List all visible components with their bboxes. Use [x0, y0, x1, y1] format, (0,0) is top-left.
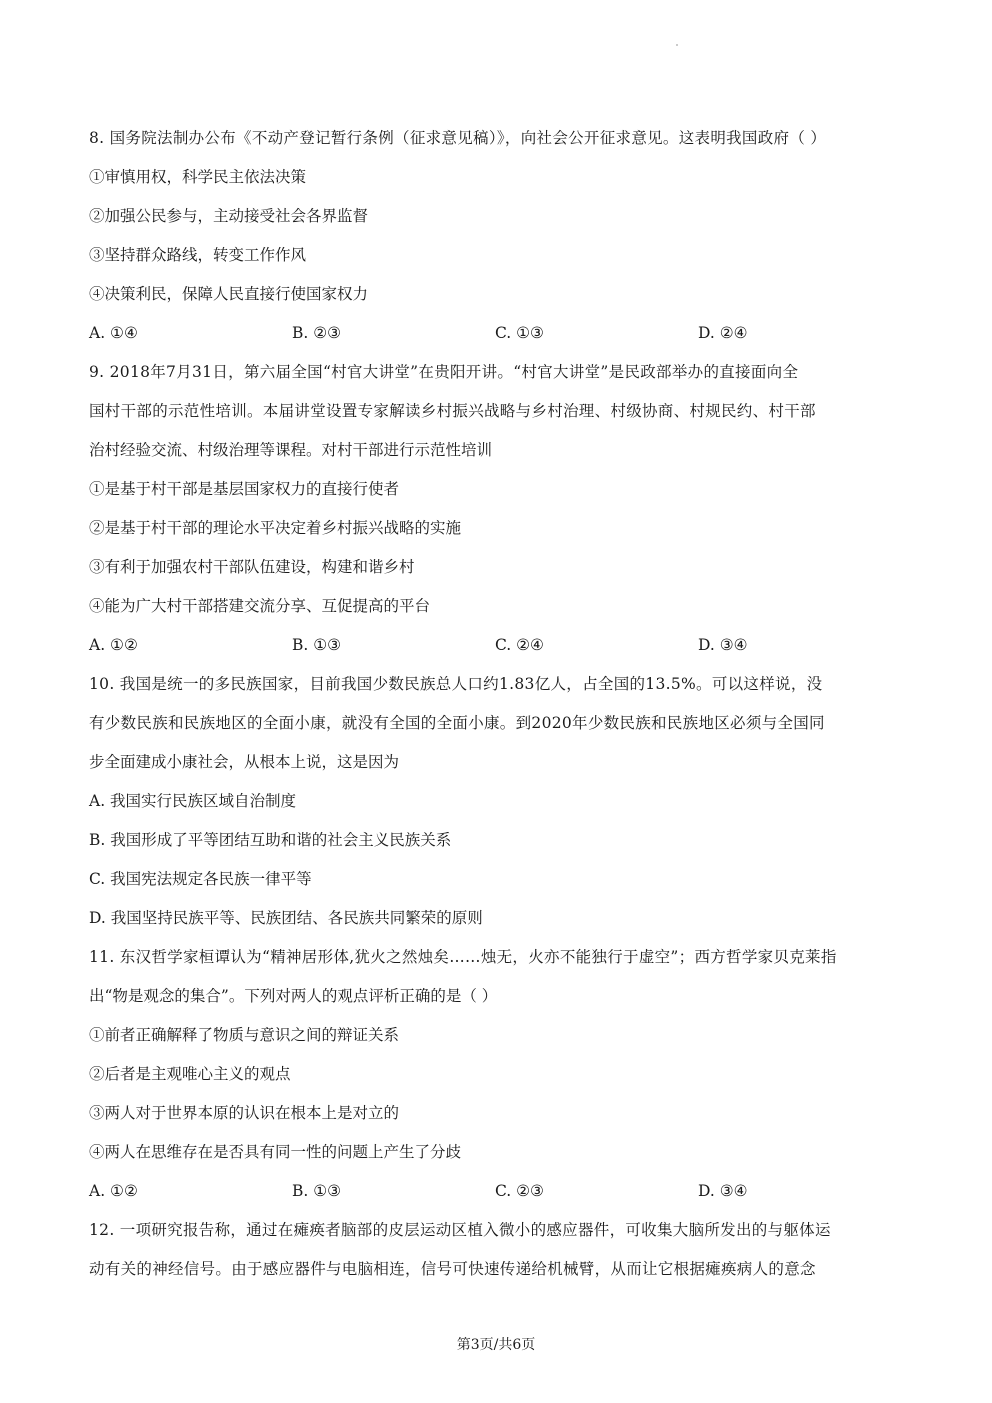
q8-stem: 8. 国务院法制办公布《不动产登记暂行条例（征求意见稿）》，向社会公开征求意见。这表明我国政府（ ）	[89, 129, 827, 147]
q12-stem-line-1: 12. 一项研究报告称，通过在瘫痪者脑部的皮层运动区植入微小的感应器件，可收集大脑所发出的与躯体运	[89, 1221, 831, 1239]
page-footer: 第3页/共6页	[456, 1337, 536, 1353]
q11-item-3: ③两人对于世界本原的认识在根本上是对立的	[89, 1104, 400, 1122]
q11-item-4: ④两人在思维存在是否具有同一性的问题上产生了分歧	[89, 1143, 462, 1161]
q11-item-2: ②后者是主观唯心主义的观点	[89, 1065, 291, 1083]
q9-stem-line-2: 国村干部的示范性培训。本届讲堂设置专家解读乡村振兴战略与乡村治理、村级协商、村规民约、村干部	[89, 402, 816, 420]
q11-option-a: A. ①②	[89, 1182, 138, 1200]
q10-stem-line-3: 步全面建成小康社会，从根本上说，这是因为	[89, 753, 400, 771]
q11-option-b: B. ①③	[292, 1182, 342, 1200]
q9-item-4: ④能为广大村干部搭建交流分享、互促提高的平台	[89, 597, 431, 615]
scan-speck	[676, 44, 678, 46]
q9-item-2: ②是基于村干部的理论水平决定着乡村振兴战略的实施	[89, 519, 462, 537]
q10-stem-line-2: 有少数民族和民族地区的全面小康，就没有全国的全面小康。到2020年少数民族和民族地区必须与全国同	[89, 714, 825, 732]
q10-option-c: C. 我国宪法规定各民族一律平等	[89, 870, 312, 888]
q9-stem-line-3: 治村经验交流、村级治理等课程。对村干部进行示范性培训	[89, 441, 493, 459]
q10-option-a: A. 我国实行民族区域自治制度	[89, 792, 297, 810]
q11-stem-line-1: 11. 东汉哲学家桓谭认为“精神居形体,犹火之然烛矣……烛无，火亦不能独行于虚空”；西方哲学家贝克莱指	[89, 948, 837, 966]
q11-item-1: ①前者正确解释了物质与意识之间的辩证关系	[89, 1026, 400, 1044]
q9-item-1: ①是基于村干部是基层国家权力的直接行使者	[89, 480, 400, 498]
q9-stem-line-1: 9. 2018年7月31日，第六届全国“村官大讲堂”在贵阳开讲。“村官大讲堂”是民政部举办的直接面向全	[89, 363, 799, 381]
q8-option-b: B. ②③	[292, 324, 342, 342]
q11-stem-line-2: 出“物是观念的集合”。下列对两人的观点评析正确的是（ ）	[89, 987, 498, 1005]
q8-option-d: D. ②④	[698, 324, 748, 342]
q9-option-d: D. ③④	[698, 636, 748, 654]
q9-item-3: ③有利于加强农村干部队伍建设，构建和谐乡村	[89, 558, 415, 576]
q10-option-d: D. 我国坚持民族平等、民族团结、各民族共同繁荣的原则	[89, 909, 483, 927]
q8-item-3: ③坚持群众路线，转变工作作风	[89, 246, 307, 264]
q12-stem-line-2: 动有关的神经信号。由于感应器件与电脑相连，信号可快速传递给机械臂，从而让它根据瘫痪病人的意念	[89, 1260, 816, 1278]
q9-option-c: C. ②④	[495, 636, 544, 654]
q9-option-a: A. ①②	[89, 636, 138, 654]
q8-item-2: ②加强公民参与，主动接受社会各界监督	[89, 207, 369, 225]
q11-option-c: C. ②③	[495, 1182, 544, 1200]
q8-option-c: C. ①③	[495, 324, 544, 342]
q10-option-b: B. 我国形成了平等团结互助和谐的社会主义民族关系	[89, 831, 452, 849]
q8-item-4: ④决策利民，保障人民直接行使国家权力	[89, 285, 369, 303]
q9-option-b: B. ①③	[292, 636, 342, 654]
q11-option-d: D. ③④	[698, 1182, 748, 1200]
q8-item-1: ①审慎用权，科学民主依法决策	[89, 168, 307, 186]
q10-stem-line-1: 10. 我国是统一的多民族国家，目前我国少数民族总人口约1.83亿人，占全国的13.5%。可以这样说，没	[89, 675, 823, 693]
q8-option-a: A. ①④	[89, 324, 138, 342]
